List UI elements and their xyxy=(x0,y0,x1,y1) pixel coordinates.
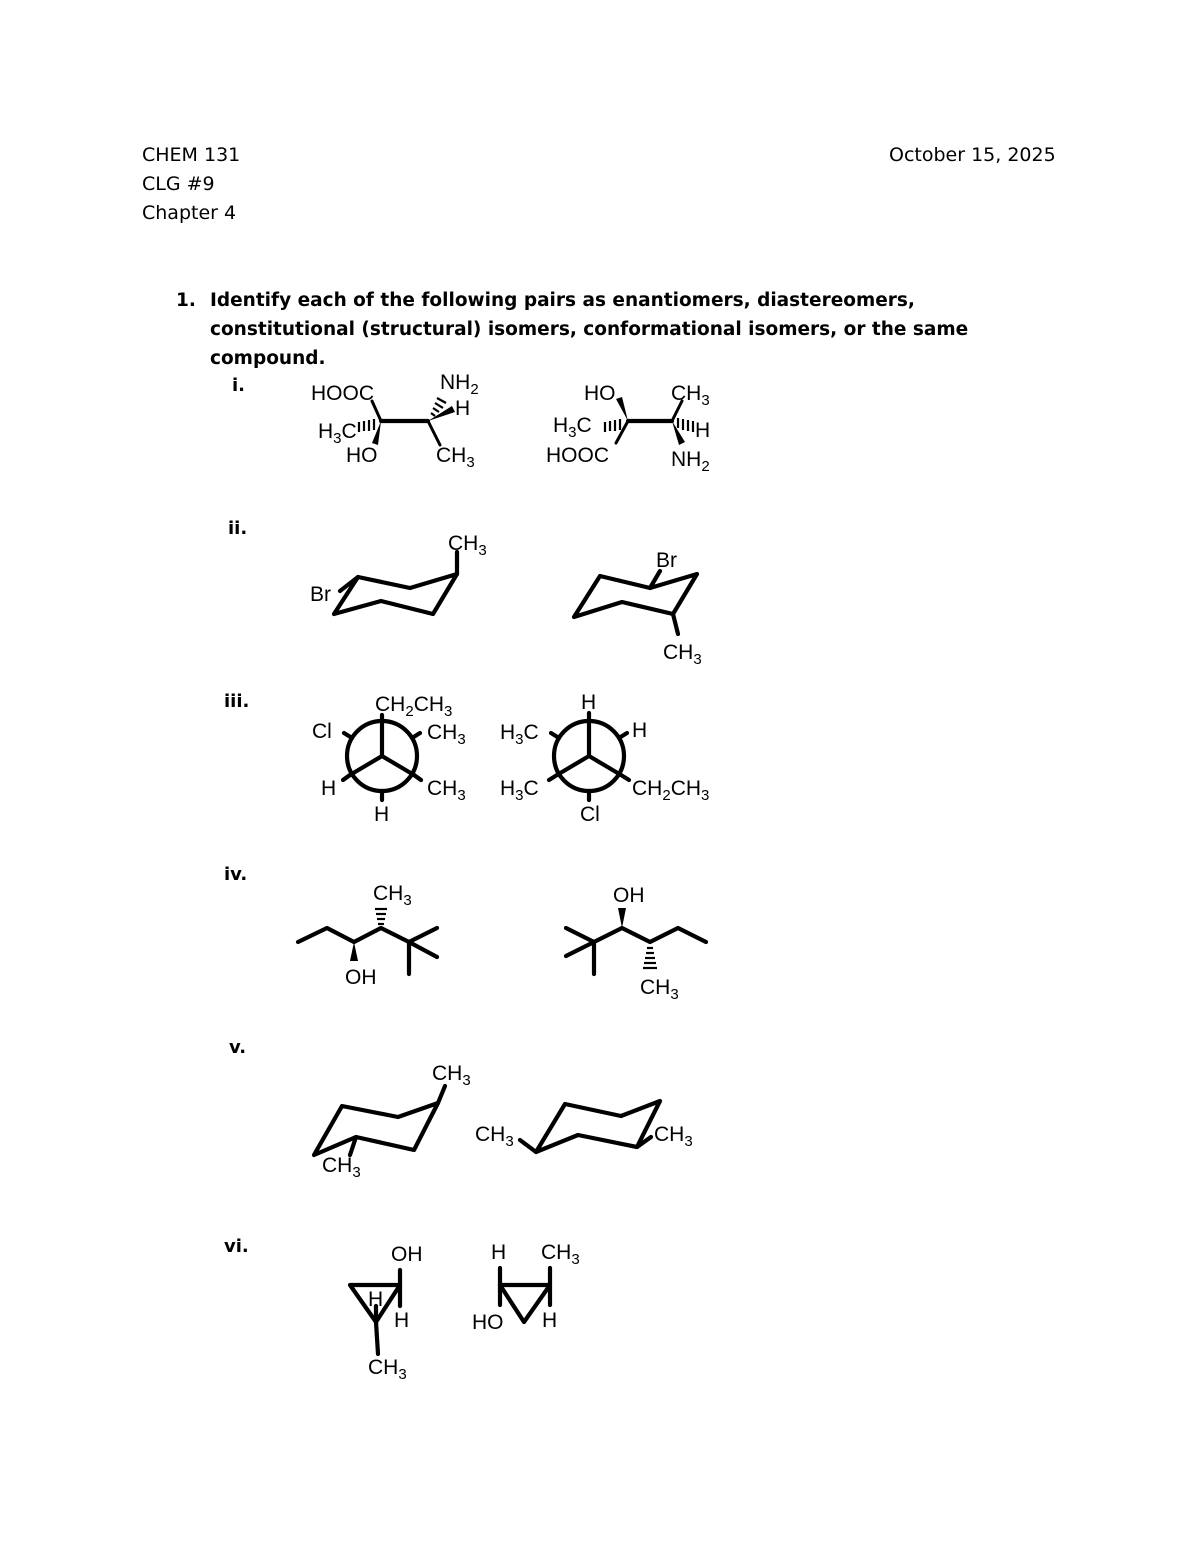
label-ho: HO xyxy=(472,1311,504,1334)
label-ch3: $CH_3$ xyxy=(654,1123,693,1150)
cyclopropane-vi-left xyxy=(350,1243,423,1383)
label-h3c: $H_3C$ xyxy=(553,414,592,441)
date-label: October 15, 2025 xyxy=(889,144,1056,166)
item-label-v: v. xyxy=(229,1037,247,1058)
label-br: Br xyxy=(310,583,331,606)
label-ch3: $CH_3$ xyxy=(427,721,466,748)
item-label-ii: ii. xyxy=(228,518,248,539)
skeletal-iv-left xyxy=(298,882,437,989)
sawhorse-left xyxy=(311,371,479,471)
newman-iii-left xyxy=(312,693,466,826)
course-code: CHEM 131 xyxy=(142,144,241,166)
label-ho: HO xyxy=(584,382,616,405)
label-h: H xyxy=(581,691,597,714)
label-h: H xyxy=(491,1241,507,1264)
chapter-label: Chapter 4 xyxy=(142,202,237,224)
item-label-vi: vi. xyxy=(224,1236,249,1257)
label-ch3: $CH_3$ xyxy=(448,532,487,559)
label-h: H xyxy=(542,1309,558,1332)
label-h: H xyxy=(632,719,648,742)
label-h: H xyxy=(321,777,337,800)
question-text: Identify each of the following pairs as enantiomers, diastereomers, constitutional (structural) isomers, conformational isomers, or the same compound. xyxy=(210,290,969,369)
chair-ii-left xyxy=(310,532,487,614)
label-ch3: $CH_3$ xyxy=(640,976,679,1003)
chair-v-left xyxy=(314,1062,471,1181)
label-ho: HO xyxy=(346,444,378,467)
label-h3c: $H_3C$ xyxy=(500,777,539,804)
label-ch3: $CH_3$ xyxy=(475,1123,514,1150)
label-ch2ch3: $CH_2CH_3$ xyxy=(632,777,710,804)
label-oh: OH xyxy=(391,1243,423,1266)
label-cl: Cl xyxy=(312,720,332,743)
item-label-iii: iii. xyxy=(224,691,250,712)
label-ch3: $CH_3$ xyxy=(436,444,475,471)
label-nh2: $NH_2$ xyxy=(671,448,710,475)
label-h: H xyxy=(368,1288,384,1311)
label-oh: OH xyxy=(345,966,377,989)
label-ch3: $CH_3$ xyxy=(663,641,702,668)
skeletal-iv-right xyxy=(566,884,706,1003)
chair-v-right xyxy=(475,1101,693,1152)
chair-ii-right xyxy=(574,549,702,668)
label-h: H xyxy=(455,397,471,420)
cyclopropane-vi-right xyxy=(472,1241,580,1334)
label-ch2ch3: $CH_2CH_3$ xyxy=(375,693,453,720)
label-oh: OH xyxy=(613,884,645,907)
label-ch3: $CH_3$ xyxy=(541,1241,580,1268)
label-ch3: $CH_3$ xyxy=(671,382,710,409)
label-h: H xyxy=(695,419,711,442)
label-cl: Cl xyxy=(580,803,600,826)
label-hooc: HOOC xyxy=(311,382,374,405)
label-br: Br xyxy=(656,549,677,572)
label-ch3: $CH_3$ xyxy=(432,1062,471,1089)
question-number: 1. xyxy=(176,290,196,311)
label-h: H xyxy=(394,1309,410,1332)
label-nh2: $NH_2$ xyxy=(440,371,479,398)
item-label-iv: iv. xyxy=(224,864,248,885)
label-hooc: HOOC xyxy=(546,444,609,467)
label-h3c: $H_3C$ xyxy=(318,420,357,447)
label-ch3: $CH_3$ xyxy=(368,1356,407,1383)
sawhorse-right xyxy=(546,382,710,475)
clg-number: CLG #9 xyxy=(142,173,215,195)
label-ch3: $CH_3$ xyxy=(427,777,466,804)
label-h: H xyxy=(374,803,390,826)
label-ch3: $CH_3$ xyxy=(373,882,412,909)
label-ch3: $CH_3$ xyxy=(322,1154,361,1181)
item-label-i: i. xyxy=(232,375,246,396)
newman-iii-right xyxy=(500,691,709,826)
label-h3c: $H_3C$ xyxy=(500,721,539,748)
